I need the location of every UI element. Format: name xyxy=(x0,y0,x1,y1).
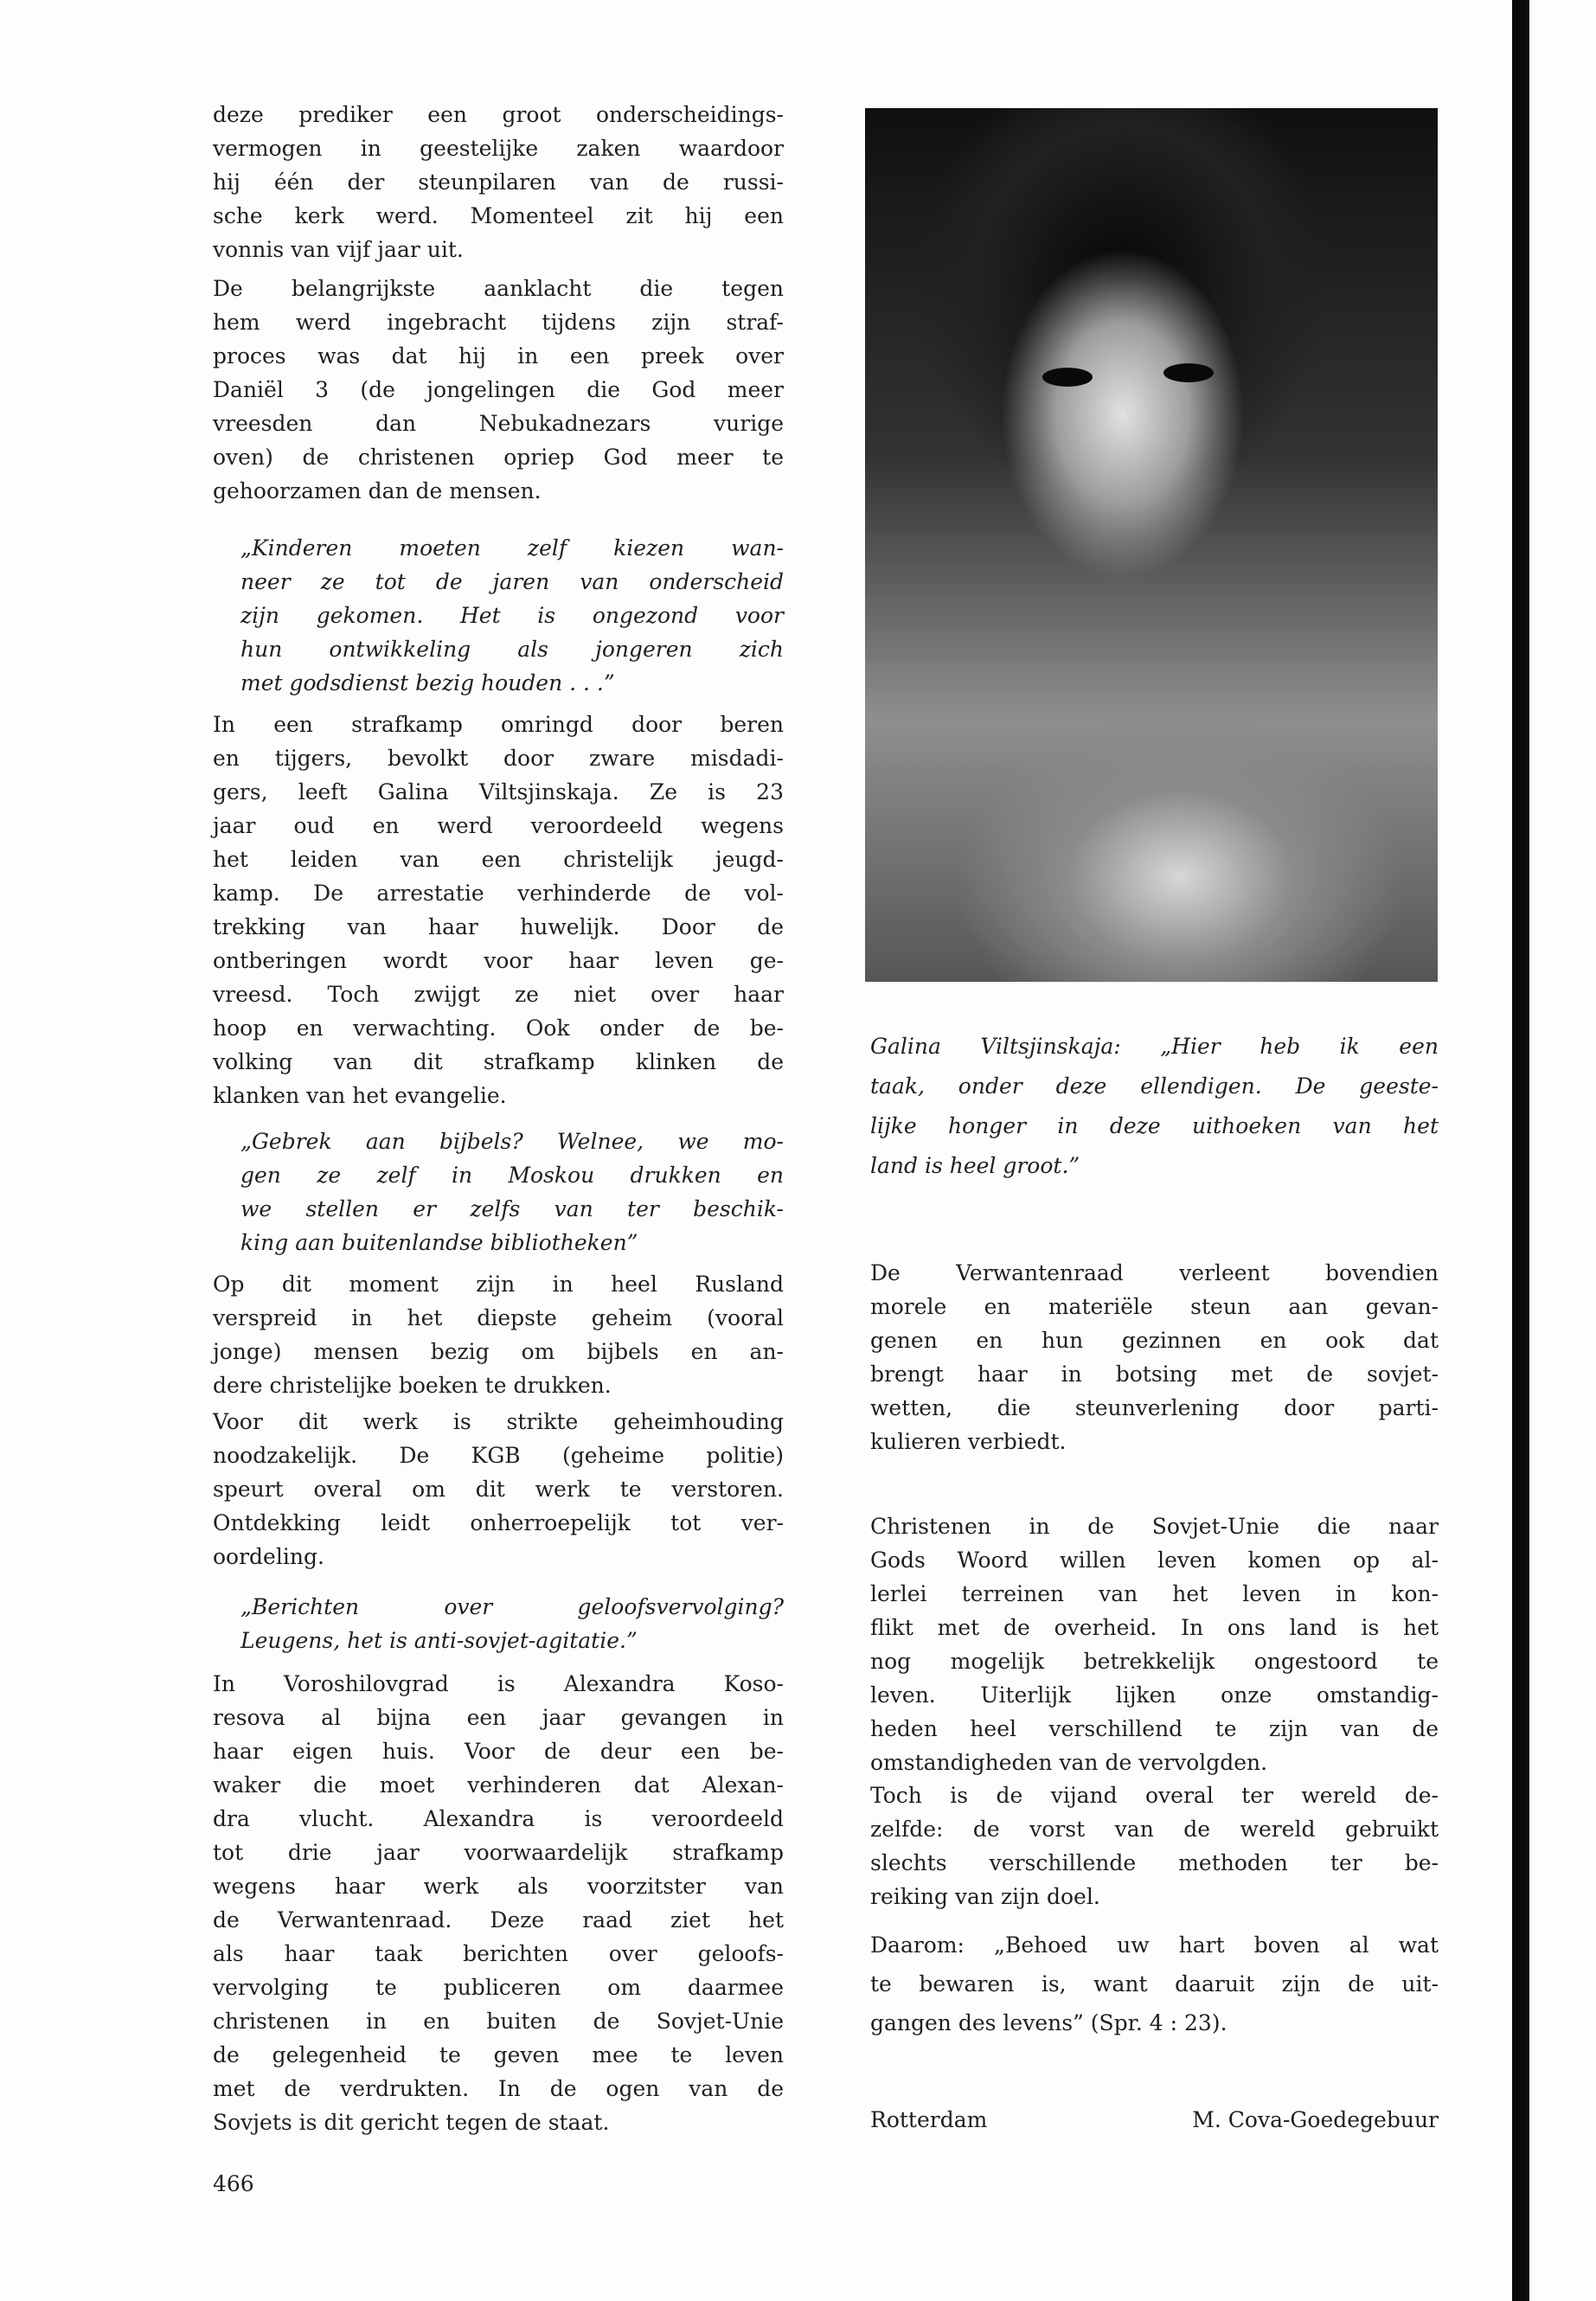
signature-name: M. Cova-Goedegebuur xyxy=(1192,2107,1439,2132)
text-line: land is heel groot.” xyxy=(870,1153,1080,1178)
photo-eye-right xyxy=(1163,363,1214,382)
text-line: zijn gekomen. Het is ongezond voor xyxy=(240,603,784,628)
text-line: hij één der steunpilaren van de russi- xyxy=(213,170,784,195)
text-line: „Berichten over geloofsvervolging? xyxy=(240,1594,784,1619)
text-line: taak, onder deze ellendigen. De geeste- xyxy=(870,1074,1439,1099)
quote-bijbels xyxy=(240,1125,784,1259)
text-line: en tijgers, bevolkt door zware misdadi- xyxy=(213,746,784,771)
text-line: jonge) mensen bezig om bijbels en an- xyxy=(213,1339,784,1364)
text-line: king aan buitenlandse bibliotheken” xyxy=(240,1230,638,1255)
text-line: te bewaren is, want daaruit zijn de uit- xyxy=(870,1971,1439,1997)
paragraph-vijand xyxy=(870,1779,1439,1913)
text-line: „Kinderen moeten zelf kiezen wan- xyxy=(240,535,784,561)
text-line: noodzakelijk. De KGB (geheime politie) xyxy=(213,1443,784,1468)
text-line: gehoorzamen dan de mensen. xyxy=(213,478,542,503)
text-line: deze prediker een groot onderscheidings- xyxy=(213,102,784,127)
paragraph-daarom xyxy=(870,1926,1439,2042)
photo-caption xyxy=(870,1027,1439,1186)
text-line: dra vlucht. Alexandra is veroordeeld xyxy=(213,1806,784,1831)
text-line: kulieren verbiedt. xyxy=(870,1429,1067,1454)
text-line: de Verwantenraad. Deze raad ziet het xyxy=(213,1907,784,1932)
text-line: nog mogelijk betrekkelijk ongestoord te xyxy=(870,1649,1439,1674)
text-line: de gelegenheid te geven mee te leven xyxy=(213,2042,784,2067)
text-line: Galina Viltsjinskaja: „Hier heb ik een xyxy=(870,1034,1439,1059)
text-line: slechts verschillende methoden ter be- xyxy=(870,1850,1439,1875)
text-line: hoop en verwachting. Ook onder de be- xyxy=(213,1016,784,1041)
text-line: lijke honger in deze uithoeken van het xyxy=(870,1113,1439,1138)
text-line: reiking van zijn doel. xyxy=(870,1884,1100,1909)
paragraph-voroshilovgrad xyxy=(213,1667,784,2139)
text-line: wetten, die steunverlening door parti- xyxy=(870,1395,1439,1420)
text-line: kamp. De arrestatie verhinderde de vol- xyxy=(213,881,784,906)
text-line: jaar oud en werd veroordeeld wegens xyxy=(213,813,784,838)
text-line: genen en hun gezinnen en ook dat xyxy=(870,1328,1439,1353)
text-line: met de verdrukten. In de ogen van de xyxy=(213,2076,784,2101)
text-line: hem werd ingebracht tijdens zijn straf- xyxy=(213,310,784,335)
photo-eye-left xyxy=(1042,368,1093,387)
paragraph-strafkamp xyxy=(213,708,784,1112)
text-line: Op dit moment zijn in heel Rusland xyxy=(213,1272,784,1297)
text-line: gers, leeft Galina Viltsjinskaja. Ze is 23 xyxy=(213,779,784,804)
text-line: ontberingen wordt voor haar leven ge- xyxy=(213,948,784,973)
text-line: heden heel verschillend te zijn van de xyxy=(870,1716,1439,1741)
text-line: hun ontwikkeling als jongeren zich xyxy=(240,637,784,662)
scan-edge-bar xyxy=(1512,0,1529,2301)
text-line: waker die moet verhinderen dat Alexan- xyxy=(213,1772,784,1798)
text-line: verspreid in het diepste geheim (vooral xyxy=(213,1305,784,1330)
text-line: leven. Uiterlijk lijken onze omstandig- xyxy=(870,1682,1439,1708)
text-line: Leugens, het is anti-sovjet-agitatie.” xyxy=(240,1628,638,1653)
text-line: De belangrijkste aanklacht die tegen xyxy=(213,276,784,301)
text-line: vonnis van vijf jaar uit. xyxy=(213,237,464,262)
text-line: Daarom: „Behoed uw hart boven al wat xyxy=(870,1932,1439,1958)
text-line: proces was dat hij in een preek over xyxy=(213,343,784,369)
paragraph-prediker xyxy=(213,98,784,266)
text-line: volking van dit strafkamp klinken de xyxy=(213,1049,784,1074)
text-line: sche kerk werd. Momenteel zit hij een xyxy=(213,203,784,228)
text-line: vreesd. Toch zwijgt ze niet over haar xyxy=(213,982,784,1007)
text-line: met godsdienst bezig houden . . .” xyxy=(240,670,615,695)
text-line: Gods Woord willen leven komen op al- xyxy=(870,1548,1439,1573)
paragraph-geheimhouding xyxy=(213,1405,784,1574)
text-line: vreesden dan Nebukadnezars vurige xyxy=(213,411,784,436)
quote-berichten xyxy=(240,1590,784,1657)
text-line: morele en materiële steun aan gevan- xyxy=(870,1294,1439,1319)
portrait-photo-galina-viltsjinskaja xyxy=(865,108,1438,982)
text-line: we stellen er zelfs van ter beschik- xyxy=(240,1196,784,1221)
text-line: De Verwantenraad verleent bovendien xyxy=(870,1260,1439,1285)
text-line: In een strafkamp omringd door beren xyxy=(213,712,784,737)
text-line: speurt overal om dit werk te verstoren. xyxy=(213,1477,784,1502)
text-line: Voor dit werk is strikte geheimhouding xyxy=(213,1409,784,1434)
text-line: het leiden van een christelijk jeugd- xyxy=(213,847,784,872)
text-line: vermogen in geestelijke zaken waardoor xyxy=(213,136,784,161)
quote-kinderen xyxy=(240,531,784,700)
text-line: „Gebrek aan bijbels? Welnee, we mo- xyxy=(240,1129,784,1154)
text-line: christenen in en buiten de Sovjet-Unie xyxy=(213,2009,784,2034)
text-line: omstandigheden van de vervolgden. xyxy=(870,1750,1268,1775)
text-line: gen ze zelf in Moskou drukken en xyxy=(240,1163,784,1188)
text-line: Toch is de vijand overal ter wereld de- xyxy=(870,1783,1439,1808)
paragraph-aanklacht xyxy=(213,272,784,508)
paragraph-verwantenraad xyxy=(870,1256,1439,1458)
text-line: oordeling. xyxy=(213,1544,324,1569)
text-line: vervolging te publiceren om daarmee xyxy=(213,1975,784,2000)
signature xyxy=(870,2103,1439,2137)
text-line: flikt met de overheid. In ons land is het xyxy=(870,1615,1439,1640)
text-line: Daniël 3 (de jongelingen die God meer xyxy=(213,377,784,402)
text-line: resova al bijna een jaar gevangen in xyxy=(213,1705,784,1730)
text-line: zelfde: de vorst van de wereld gebruikt xyxy=(870,1817,1439,1842)
text-line: neer ze tot de jaren van onderscheid xyxy=(240,569,784,594)
text-line: wegens haar werk als voorzitster van xyxy=(213,1874,784,1899)
paragraph-christenen xyxy=(870,1509,1439,1779)
text-line: tot drie jaar voorwaardelijk strafkamp xyxy=(213,1840,784,1865)
text-line: brengt haar in botsing met de sovjet- xyxy=(870,1362,1439,1387)
text-line: Sovjets is dit gericht tegen de staat. xyxy=(213,2110,610,2135)
paragraph-rusland xyxy=(213,1267,784,1402)
text-line: gangen des levens” (Spr. 4 : 23). xyxy=(870,2010,1227,2035)
text-line: haar eigen huis. Voor de deur een be- xyxy=(213,1739,784,1764)
text-line: oven) de christenen opriep God meer te xyxy=(213,445,784,470)
text-line: Ontdekking leidt onherroepelijk tot ver- xyxy=(213,1510,784,1535)
page-number: 466 xyxy=(213,2171,254,2196)
text-line: In Voroshilovgrad is Alexandra Koso- xyxy=(213,1671,784,1696)
text-line: trekking van haar huwelijk. Door de xyxy=(213,914,784,939)
text-line: Christenen in de Sovjet-Unie die naar xyxy=(870,1514,1439,1539)
text-line: lerlei terreinen van het leven in kon- xyxy=(870,1581,1439,1606)
text-line: als haar taak berichten over geloofs- xyxy=(213,1941,784,1966)
text-line: dere christelijke boeken te drukken. xyxy=(213,1373,612,1398)
text-line: klanken van het evangelie. xyxy=(213,1083,507,1108)
signature-place: Rotterdam xyxy=(870,2107,988,2132)
